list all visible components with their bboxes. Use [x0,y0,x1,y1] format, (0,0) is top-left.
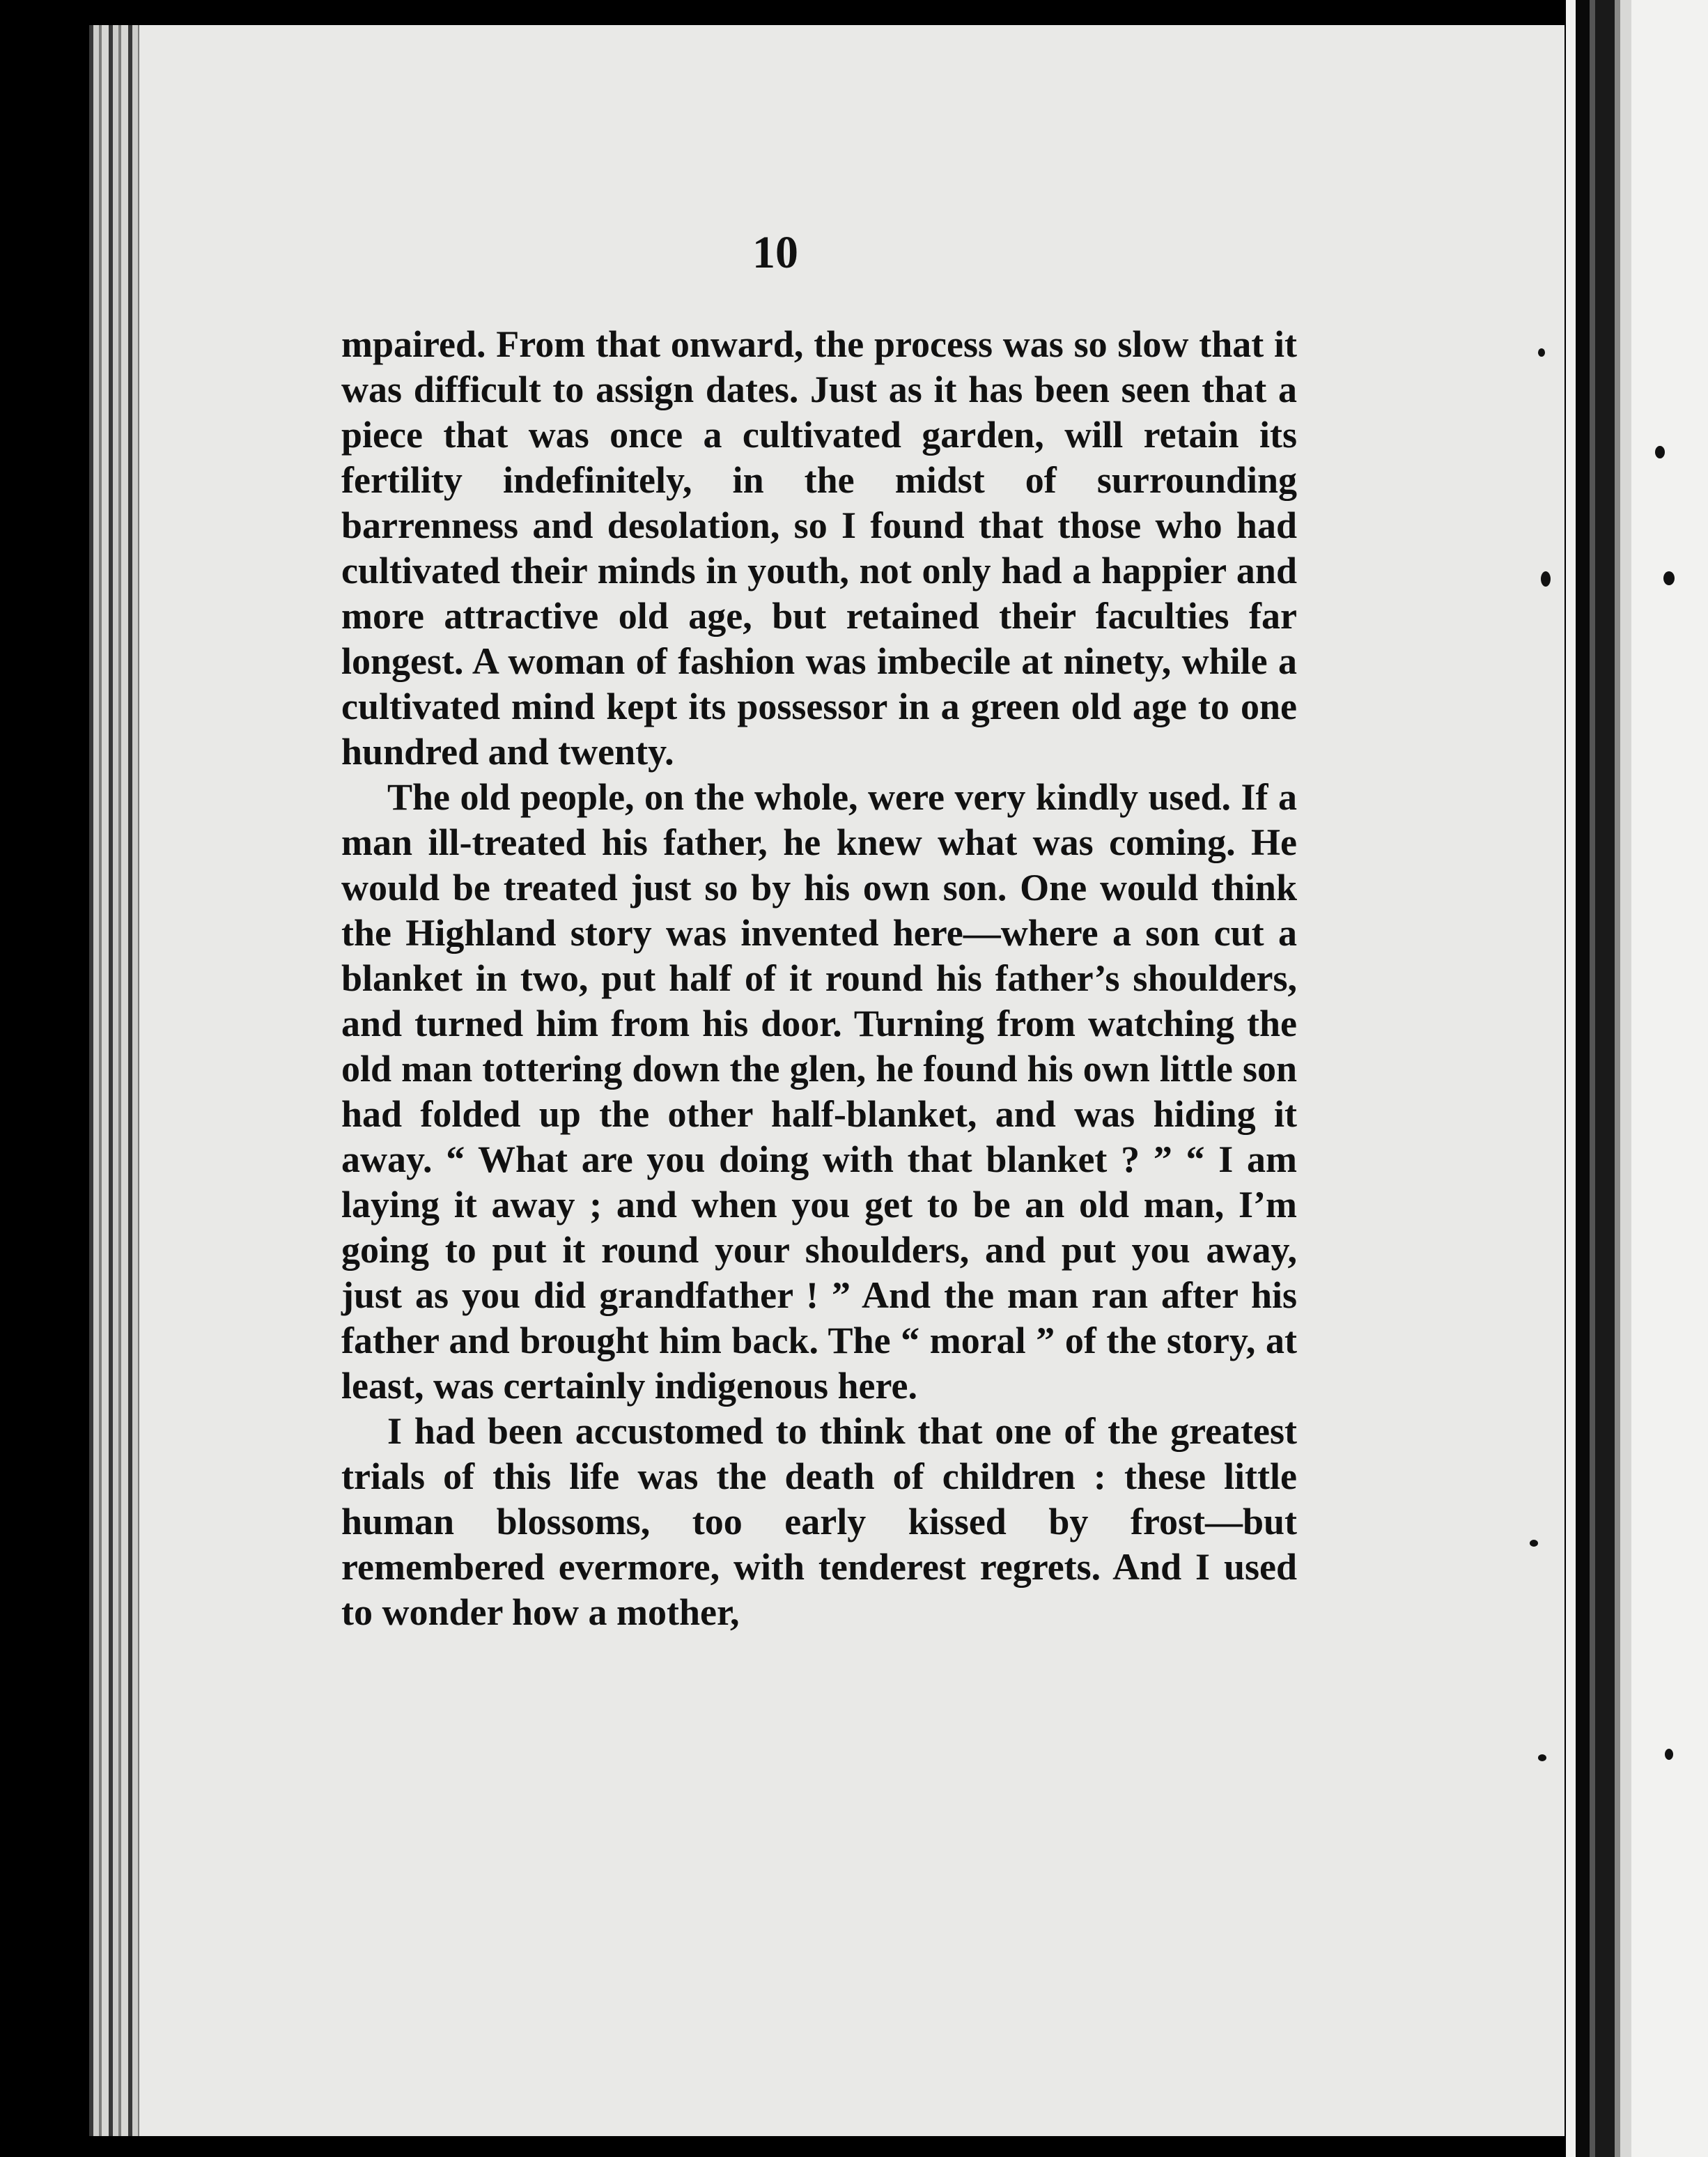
ink-speck [1665,1749,1673,1760]
paragraph-1: mpaired. From that onward, the process was so slow that it was difficult to assign dates. Just as it has been seen that a piece that was once a cultivated garden, will retain its fertility indefinitely, in the midst of surrounding barrenness and desolation, so I found that those who had cultivated their minds in youth, not only had a happier and more attractive old age, but retained their faculties far longest. A woman of fashion was imbecile at ninety, while a cultivated mind kept its possessor in a green old age to one hundred and twenty. [341,323,1297,773]
page-number: 10 [752,227,798,278]
book-spine [1576,0,1631,2157]
page-text [341,322,1297,1635]
ink-speck [1530,1540,1538,1547]
ink-speck [1541,571,1551,587]
ink-speck [1538,1754,1546,1761]
ink-speck [1655,446,1665,458]
paragraph-2: The old people, on the whole, were very kindly used. If a man ill-treated his father, he knew what was coming. He would be treated just so by his own son. One would think the Highland story was invented here—where a son cut a blanket in two, put half of it round his father’s shoulders, and turned him from his door. Turning from watching the old man tottering down the glen, he found his own little son had folded up the other half-blanket, and was hiding it away. “ What are you doing with that blanket ? ” “ I am laying it away ; and when you get to be an old man, I’m going to put it round your shoulders, and put you away, just as you did grandfather ! ” And the man ran after his father and brought him back. The “ moral ” of the story, at least, was certainly indigenous here. [341,776,1297,1407]
page-edge-left [89,25,139,2136]
ink-speck [1663,571,1675,585]
paragraph-3: I had been accustomed to think that one of the greatest trials of this life was the death of children : these little human blossoms, too early kissed by frost—but remembered evermore, with tenderest regrets. And I used to wonder how a mother, [341,1410,1297,1633]
ink-speck [1538,348,1545,357]
